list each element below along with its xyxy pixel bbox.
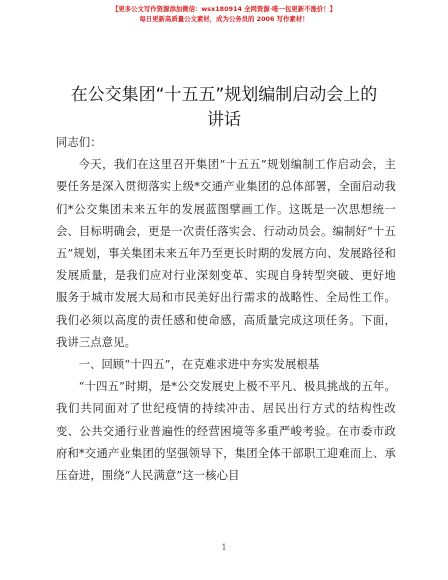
document-title: 在公交集团“十五五”规划编制启动会上的讲话 bbox=[70, 85, 378, 130]
promo-banner-line-1: 【更多公文写作资源添加微信：wsx180914 全网资源·唯一包更新不涨价！】 bbox=[111, 5, 337, 13]
section-heading: 一、回顾“十四五”，在克难求进中夯实发展根基 bbox=[78, 358, 320, 372]
promo-banner bbox=[0, 4, 448, 24]
promo-banner-line-2: 每日更新高质量公文素材，成为公务员的 2006 写作素材！ bbox=[139, 15, 309, 23]
paragraph-intro: 今天，我们在这里召开集团“十五五”规划编制工作启动会，主要任务是深入贯彻落实上级*交通产业集团的总体部署，全面启动我们*公交集团未来五年的发展蓝图擘画工作。这既是一次思想统一会、目标明确会，更是一次责任落实会、行动动员会。编制好“十五五”规划，事关集团未来五年乃至更长时期的发展方向、发展路径和发展质量，是我们应对行业深刻变革、实现自身转型突破、更好地服务于城市发展大局和市民美好出行需求的战略性、全局性工作。我们必须以高度的责任感和使命感，高质量完成这项任务。下面，我讲三点意见。 bbox=[56, 158, 396, 349]
paragraph-review: “十四五”时期，是*公交发展史上极不平凡、极具挑战的五年。我们共同面对了世纪疫情的持续冲击、居民出行方式的结构性改变、公共交通行业普遍性的经营困境等多重严峻考验。在市委市政府和*交通产业集团的坚强领导下，集团全体干部职工迎难而上、承压奋进，围绕“人民满意”这一核心目 bbox=[56, 380, 396, 483]
salutation: 同志们： bbox=[56, 136, 102, 149]
document-body bbox=[56, 132, 396, 487]
page-number: 1 bbox=[221, 543, 227, 552]
